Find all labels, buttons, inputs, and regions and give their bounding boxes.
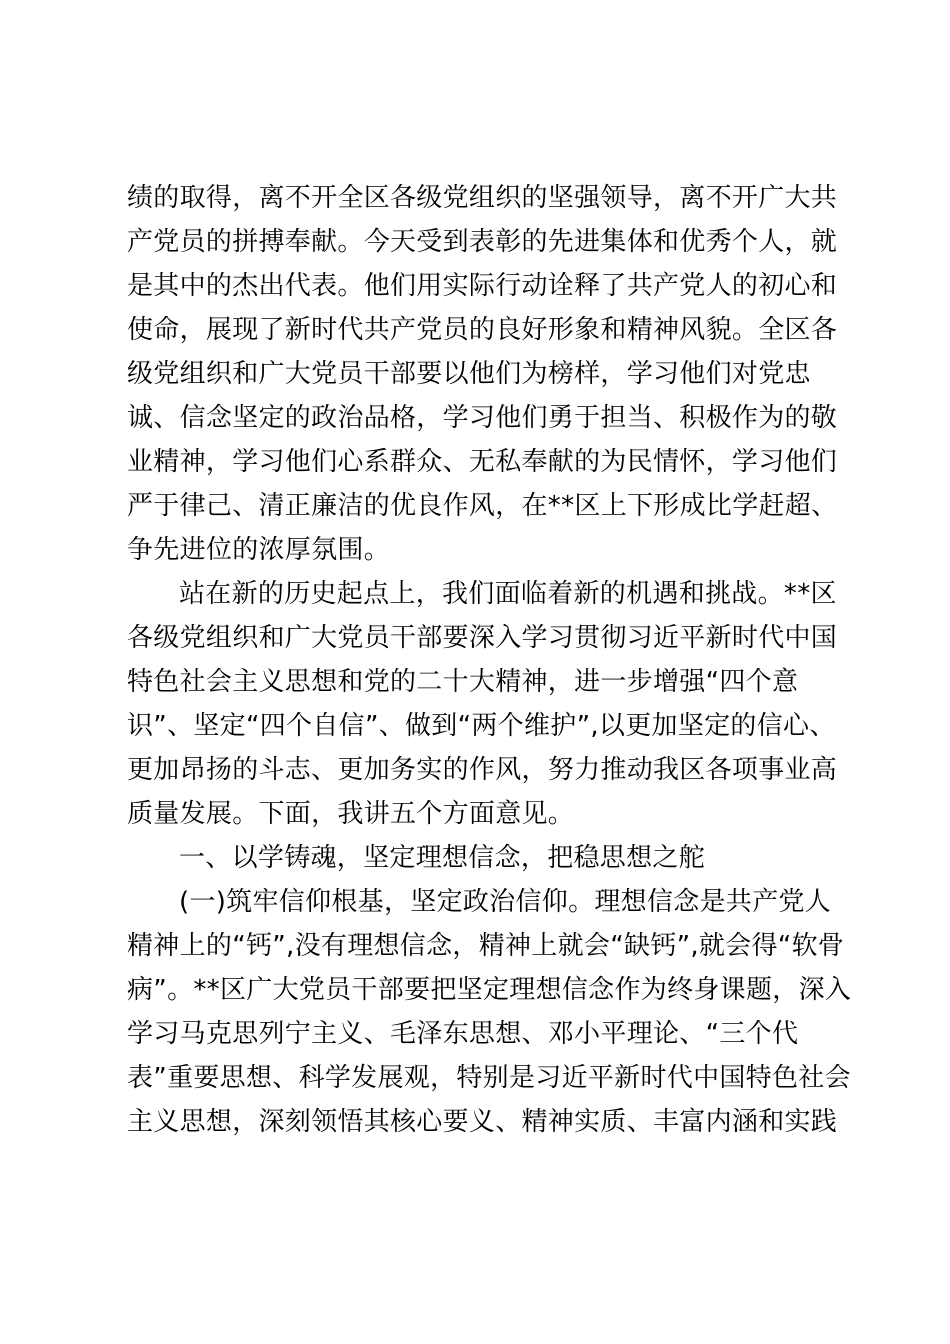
text-line: 争先进位的浓厚氛围。 <box>127 535 391 565</box>
section-heading: 一、以学铸魂，坚定理想信念，把稳思想之舵 <box>179 843 706 873</box>
text-line: 质量发展。下面，我讲五个方面意见。 <box>127 799 575 829</box>
paragraph-start-line: 站在新的历史起点上，我们面临着新的机遇和挑战。**区 <box>179 579 837 609</box>
text-line: 精神上的“钙”,没有理想信念，精神上就会“缺钙”,就会得“软骨 <box>127 931 845 961</box>
text-line: 病”。**区广大党员干部要把坚定理想信念作为终身课题，深入 <box>127 975 852 1005</box>
subsection-start-line: (一)筑牢信仰根基，坚定政治信仰。理想信念是共产党人 <box>179 887 832 917</box>
text-line: 诚、信念坚定的政治品格，学习他们勇于担当、积极作为的敬 <box>127 403 838 433</box>
text-line: 更加昂扬的斗志、更加务实的作风，努力推动我区各项事业高 <box>127 755 838 785</box>
text-line: 严于律己、清正廉洁的优良作风，在**区上下形成比学赶超、 <box>127 491 838 521</box>
text-line: 业精神，学习他们心系群众、无私奉献的为民情怀，学习他们 <box>127 447 838 477</box>
text-line: 是其中的杰出代表。他们用实际行动诠释了共产党人的初心和 <box>127 271 838 301</box>
text-line: 产党员的拼搏奉献。今天受到表彰的先进集体和优秀个人，就 <box>127 227 838 257</box>
text-line: 使命，展现了新时代共产党员的良好形象和精神风貌。全区各 <box>127 315 838 345</box>
text-line: 表”重要思想、科学发展观，特别是习近平新时代中国特色社会 <box>127 1063 851 1093</box>
text-line: 特色社会主义思想和党的二十大精神，进一步增强“四个意 <box>127 667 799 697</box>
text-line: 主义思想，深刻领悟其核心要义、精神实质、丰富内涵和实践 <box>127 1107 838 1137</box>
text-line: 级党组织和广大党员干部要以他们为榜样，学习他们对党忠 <box>127 359 811 389</box>
text-line: 识”、坚定“四个自信”、做到“两个维护”,以更加坚定的信心、 <box>127 711 836 741</box>
text-line: 绩的取得，离不开全区各级党组织的坚强领导，离不开广大共 <box>127 183 838 213</box>
text-line: 各级党组织和广大党员干部要深入学习贯彻习近平新时代中国 <box>127 623 838 653</box>
document-body <box>127 176 852 1144</box>
text-line: 学习马克思列宁主义、毛泽东思想、邓小平理论、“三个代 <box>127 1019 799 1049</box>
